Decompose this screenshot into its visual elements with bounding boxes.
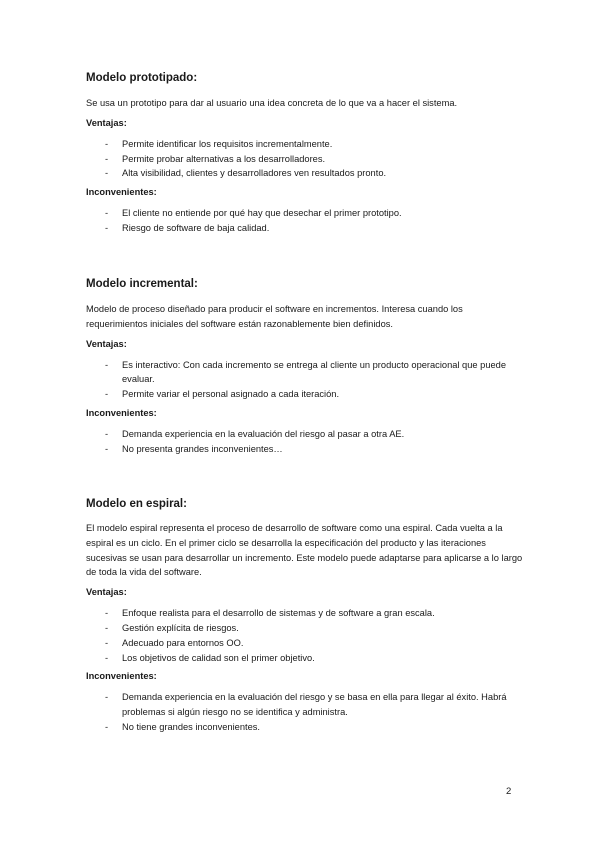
disadvantages-label: Inconvenientes: [86,407,157,418]
list-item: - Demanda experiencia en la evaluación del riesgo al pasar a otra AE. [86,427,526,442]
disadvantages-list [86,690,526,734]
list-item: - Alta visibilidad, clientes y desarrolladores ven resultados pronto. [86,166,526,181]
list-item: - Permite probar alternativas a los desarrolladores. [86,152,526,167]
section-description: Modelo de proceso diseñado para producir el software en incrementos. Interesa cuando los requerimientos iniciales del software están razonablemente bien definidos. [86,304,463,329]
advantages-list [86,358,526,402]
section-incremental [86,277,526,457]
section-espiral [86,497,526,735]
list-item: - No presenta grandes inconvenientes… [86,442,526,457]
list-item: - No tiene grandes inconvenientes. [86,720,526,735]
section-title: Modelo prototipado: [86,72,198,84]
section-description: El modelo espiral representa el proceso de desarrollo de software como una espiral. Cada vuelta a la espiral es un ciclo. En el primer ciclo se desarrolla la especificación del producto y las iteraciones sucesivas se usan para desarrollar un incremento. Este modelo puede adaptarse para aplicarse a lo largo de toda la vida del software. [86,523,523,578]
disadvantages-label: Inconvenientes: [86,187,157,198]
section-prototipado [86,71,526,236]
list-item: - Demanda experiencia en la evaluación del riesgo y se basa en ella para llegar al éxito. Habrá problemas si algún riesgo no se identifica y administra. [86,690,526,720]
section-description: Se usa un prototipo para dar al usuario una idea concreta de lo que va a hacer el sistema. [86,98,458,108]
section-title: Modelo en espiral: [86,498,187,510]
disadvantages-list [86,427,526,457]
list-item: - Los objetivos de calidad son el primer objetivo. [86,651,526,666]
advantages-label: Ventajas: [86,338,127,349]
section-title: Modelo incremental: [86,278,198,290]
list-item: - Permite variar el personal asignado a cada iteración. [86,387,526,402]
advantages-label: Ventajas: [86,117,127,128]
advantages-list [86,137,526,181]
advantages-label: Ventajas: [86,587,127,598]
page-number: 2 [506,786,512,797]
list-item: - Es interactivo: Con cada incremento se entrega al cliente un producto operacional que puede evaluar. [86,358,526,388]
list-item: - Enfoque realista para el desarrollo de sistemas y de software a gran escala. [86,606,526,621]
disadvantages-list [86,206,526,236]
list-item: - Adecuado para entornos OO. [86,636,526,651]
list-item: - Riesgo de software de baja calidad. [86,221,526,236]
disadvantages-label: Inconvenientes: [86,671,157,682]
list-item: - Gestión explícita de riesgos. [86,621,526,636]
advantages-list [86,606,526,665]
list-item: - El cliente no entiende por qué hay que desechar el primer prototipo. [86,206,526,221]
list-item: - Permite identificar los requisitos incrementalmente. [86,137,526,152]
